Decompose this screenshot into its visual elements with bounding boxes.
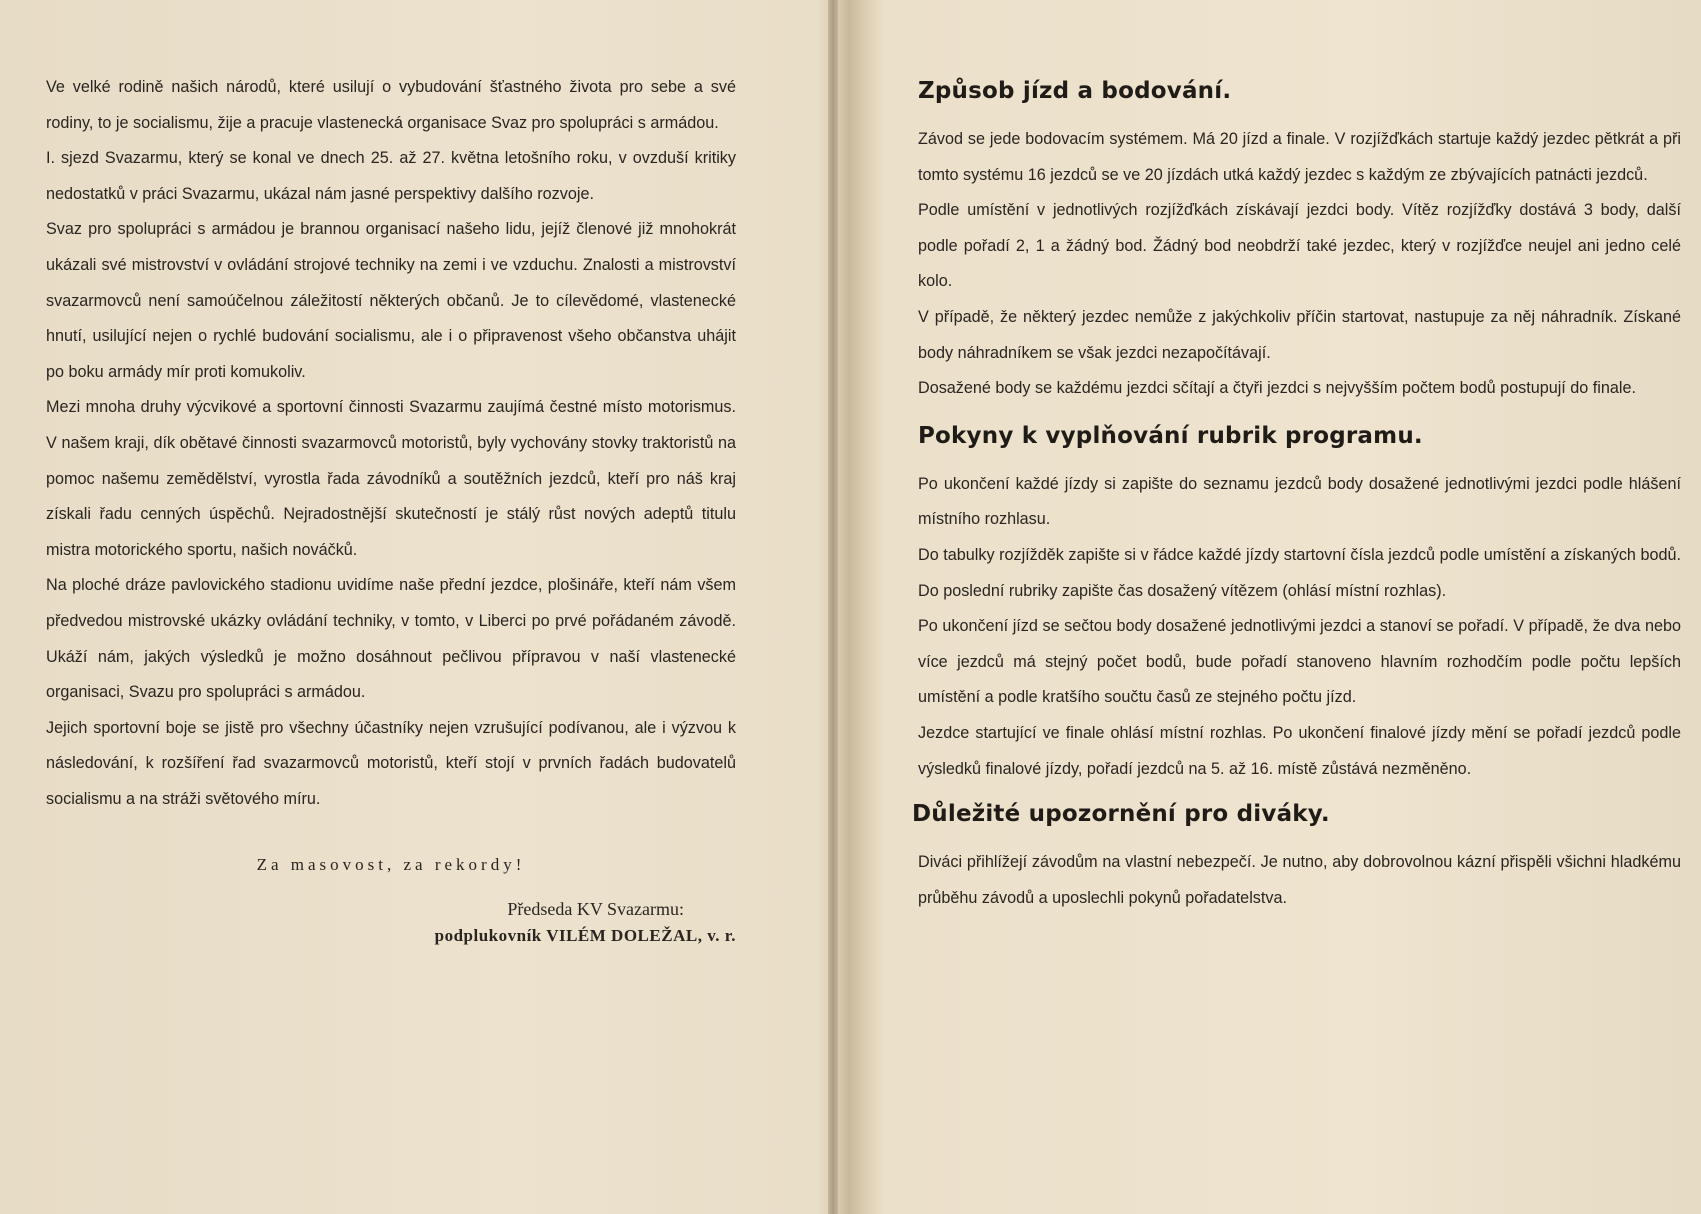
notice-paragraph: Diváci přihlížejí závodům na vlastní nebezpečí. Je nutno, aby dobrovolnou kázní přispěli všichni hladkému průběhu závodů a uposlechli pokynů pořadatelstva. (918, 853, 1681, 907)
right-page (838, 0, 1701, 1214)
scoring-paragraph: V případě, že některý jezdec nemůže z jakýchkoliv příčin startovat, nastupuje za něj náhradník. Získané body náhradníkem se však jezdci nezapočítávají. (918, 307, 1681, 362)
signature-block (46, 895, 736, 949)
signature-name: podplukovník VILÉM DOLEŽAL, v. r. (434, 926, 736, 946)
signature-title: Předseda KV Svazarmu: (507, 899, 684, 920)
scoring-paragraph: Dosažené body se každému jezdci sčítají a čtyři jezdci s nejvyšším počtem bodů postupují do finale. (918, 379, 1637, 398)
instructions-paragraph: Po ukončení jízd se sečtou body dosažené jednotlivými jezdci a stanoví se pořadí. V případě, že dva nebo více jezdců má stejný počet bodů, bude pořadí stanoveno hlavním rozhodčím podle počtu lepších umístění a podle kratšího součtu časů ze stejného počtu jízd. (918, 617, 1681, 707)
instructions-paragraph: Po ukončení každé jízdy si zapište do seznamu jezdců body dosažené jednotlivými jezdci podle hlášení místního rozhlasu. (918, 474, 1681, 529)
slogan: Za masovost, za rekordy! (256, 855, 526, 875)
scoring-paragraph: Podle umístění v jednotlivých rozjížďkách získávají jezdci body. Vítěz rozjížďky dostává 3 body, další podle pořadí 2, 1 a žádný bod. Žádný bod neobdrží také jezdec, který v rozjížďce neujel ani jedno celé kolo. (918, 201, 1681, 291)
left-page (0, 0, 830, 1214)
closing-paragraph: Jejich sportovní boje se jistě pro všechny účastníky nejen vzrušující podívanou, ale i výzvou k následování, k rozšíření řad svazarmovců motoristů, kteří stojí v prvních řadách budovatelů socialismu a na stráži světového míru. (46, 718, 736, 808)
instructions-paragraph: Jezdce startující ve finale ohlásí místní rozhlas. Po ukončení finalové jízdy mění se pořadí jezdců podle výsledků finalové jízdy, pořadí jezdců na 5. až 16. místě zůstává nezměněno. (918, 723, 1681, 778)
section-heading-notice: Důležité upozornění pro diváky. (912, 801, 1330, 828)
center-fold (828, 0, 838, 1214)
section-heading-scoring: Způsob jízd a bodování. (918, 78, 1232, 104)
instructions-paragraph: Do tabulky rozjížděk zapište si v řádce každé jízdy startovní čísla jezdců podle umístění a získaných bodů. Do poslední rubriky zapište čas dosažený vítězem (ohlásí místní rozhlas). (918, 545, 1681, 600)
section-heading-instructions: Pokyny k vyplňování rubrik programu. (918, 422, 1423, 449)
congress-paragraph: I. sjezd Svazarmu, který se konal ve dnech 25. až 27. května letošního roku, v ovzduší kritiky nedostatků v práci Svazarmu, ukázal nám jasné perspektivy dalšího rozvoje. (46, 149, 736, 203)
scoring-paragraph: Závod se jede bodovacím systémem. Má 20 jízd a finale. V rozjížďkách startuje každý jezdec pětkrát a při tomto systému 16 jezdců se ve 20 jízdách utká každý jezdec s každým ze zbývajících patnácti jezdců. (918, 130, 1681, 184)
intro-paragraph: Ve velké rodině našich národů, které usilují o vybudování šťastného života pro sebe a své rodiny, to je socialismu, žije a pracuje vlastenecká organisace Svaz pro spolupráci s armádou. (46, 78, 736, 132)
stadium-paragraph: Na ploché dráze pavlovického stadionu uvidíme naše přední jezdce, plošináře, kteří nám všem předvedou mistrovské ukázky ovládání techniky, v tomto, v Liberci po prvé pořádaném závodě. Ukáží nám, jakých výsledků je možno dosáhnout pečlivou přípravou v naší vlastenecké organisaci, Svazu pro spolupráci s armádou. (46, 576, 736, 702)
motorism-paragraph: Mezi mnoha druhy výcvikové a sportovní činnosti Svazarmu zaujímá čestné místo motorismus. V našem kraji, dík obětavé činnosti svazarmovců motoristů, byly vychovány stovky traktoristů na pomoc našemu zemědělství, vyrostla řada závodníků a soutěžních jezdců, kteří pro náš kraj získali řadu cenných úspěchů. Nejradostnější skutečností je stálý růst nových adeptů titulu mistra motorického sportu, našich nováčků. (46, 398, 736, 559)
organisation-paragraph: Svaz pro spolupráci s armádou je brannou organisací našeho lidu, jejíž členové již mnohokrát ukázali své mistrovství v ovládání strojové techniky na zemi i ve vzduchu. Znalosti a mistrovství svazarmovců není samoúčelnou záležitostí některých občanů. Je to cílevědomé, vlastenecké hnutí, usilující nejen o rychlé budování socialismu, ale i o připravenost všeho občanstva uhájit po boku armády mír proti komukoliv. (46, 220, 736, 381)
